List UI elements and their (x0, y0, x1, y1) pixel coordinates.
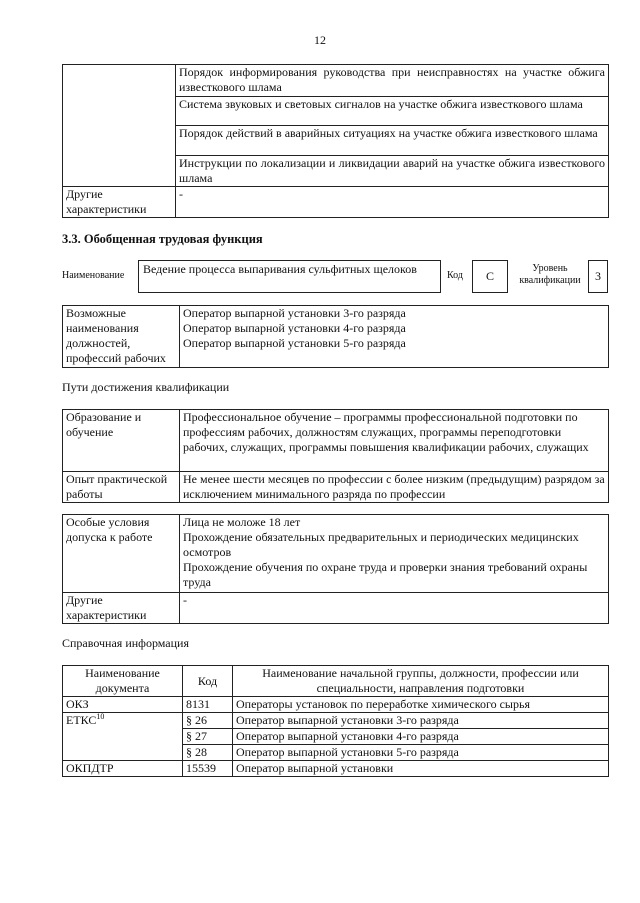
knowledge-item: Система звуковых и световых сигналов на участке обжига известкового шлама (176, 97, 609, 126)
experience-value: Не менее шести месяцев по профессии с более низким (предыдущим) разрядом за исключением минимального разряда по профессии (180, 472, 609, 503)
position-item: Оператор выпарной установки 4-го разряда (183, 321, 406, 335)
empty-label-cell (63, 65, 176, 187)
positions-label: Возможные наименования должностей, профессий рабочих (63, 306, 180, 368)
etks-footnote: 10 (96, 712, 105, 721)
position-item: Оператор выпарной установки 3-го разряда (183, 306, 406, 320)
paths-table (62, 409, 609, 503)
reference-heading: Справочная информация (62, 636, 189, 650)
other-characteristics-value: - (176, 187, 609, 218)
code-box (472, 260, 508, 293)
knowledge-item: Инструкции по локализации и ликвидации аварий на участке обжига известкового шлама (176, 156, 609, 187)
knowledge-item: Порядок действий в аварийных ситуациях на участке обжига известкового шлама (176, 126, 609, 156)
name-label: Наименование (62, 270, 125, 281)
doc-okpdtr: ОКПДТР (63, 761, 183, 777)
name-etks: Оператор выпарной установки 3-го разряда (233, 713, 609, 729)
conditions-other-value: - (180, 593, 609, 624)
knowledge-table (62, 64, 609, 218)
col-header-document: Наименование документа (63, 666, 183, 697)
level-label: Уровень квалификации (519, 263, 581, 286)
reference-table (62, 665, 609, 777)
experience-label: Опыт практической работы (63, 472, 180, 503)
function-name: Ведение процесса выпаривания сульфитных щелоков (143, 262, 417, 276)
code-label: Код (447, 270, 463, 281)
code-etks: § 26 (183, 713, 233, 729)
doc-etks (63, 713, 183, 761)
name-etks: Оператор выпарной установки 5-го разряда (233, 745, 609, 761)
education-value: Профессиональное обучение – программы профессиональной подготовки по профессиям рабочих, должностям служащих, программы переподготовки рабочих, служащих, программы повышения квалификации рабочих, служащих (180, 410, 609, 472)
col-header-name: Наименование начальной группы, должности, профессии или специальности, направления подготовки (233, 666, 609, 697)
positions-list (180, 306, 609, 368)
name-okpdtr: Оператор выпарной установки (233, 761, 609, 777)
code-value: C (485, 269, 494, 283)
paths-heading: Пути достижения квалификации (62, 380, 230, 394)
etks-label: ЕТКС (66, 713, 97, 727)
code-etks: § 27 (183, 729, 233, 745)
position-item: Оператор выпарной установки 5-го разряда (183, 336, 406, 350)
name-okz: Операторы установок по переработке химического сырья (233, 697, 609, 713)
doc-okz: ОКЗ (63, 697, 183, 713)
level-box (588, 260, 608, 293)
code-okz: 8131 (183, 697, 233, 713)
condition-item: Прохождение обязательных предварительных и периодических медицинских осмотров (183, 530, 579, 559)
other-characteristics-label: Другие характеристики (63, 187, 176, 218)
education-label: Образование и обучение (63, 410, 180, 472)
code-etks: § 28 (183, 745, 233, 761)
conditions-other-label: Другие характеристики (63, 593, 180, 624)
conditions-list (180, 515, 609, 593)
col-header-code: Код (183, 666, 233, 697)
code-okpdtr: 15539 (183, 761, 233, 777)
page-number: 12 (314, 33, 326, 47)
positions-table (62, 305, 609, 368)
conditions-label: Особые условия допуска к работе (63, 515, 180, 593)
function-name-box (138, 260, 441, 293)
name-etks: Оператор выпарной установки 4-го разряда (233, 729, 609, 745)
condition-item: Лица не моложе 18 лет (183, 515, 301, 529)
level-value: 3 (595, 269, 601, 283)
conditions-table (62, 514, 609, 624)
section-heading: 3.3. Обобщенная трудовая функция (62, 232, 263, 246)
condition-item: Прохождение обучения по охране труда и проверки знания требований охраны труда (183, 560, 588, 589)
knowledge-item: Порядок информирования руководства при неисправностях на участке обжига известкового шлама (176, 65, 609, 97)
